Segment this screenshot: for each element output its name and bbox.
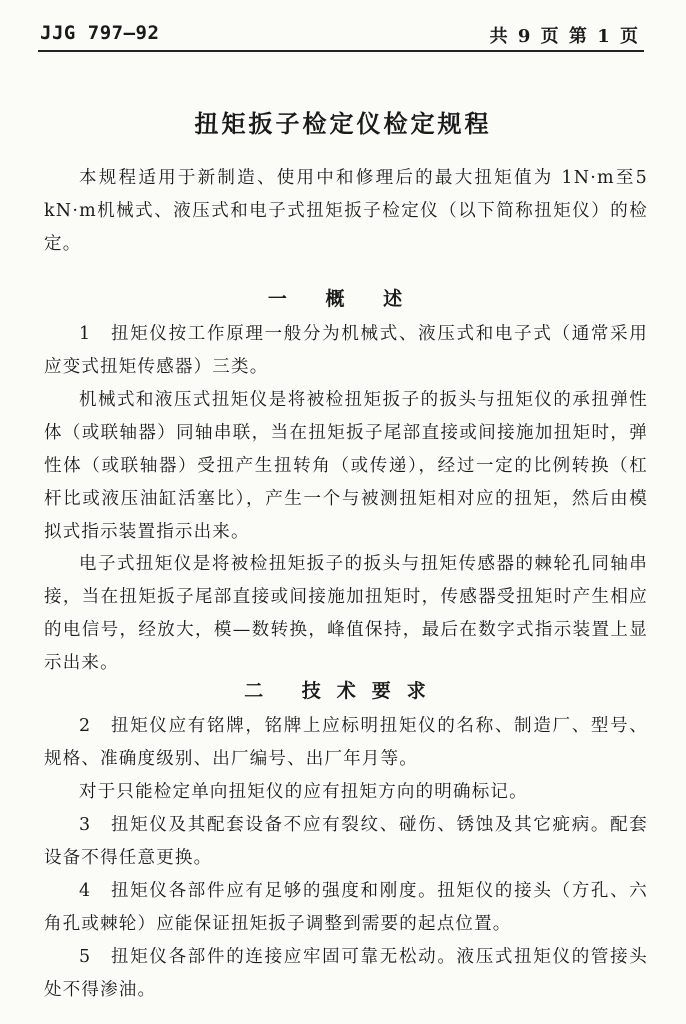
paragraph-2: 2 扭矩仪应有铭牌，铭牌上应标明扭矩仪的名称、制造厂、型号、规格、准确度级别、出厂编号、出厂年月等。 xyxy=(44,716,648,769)
doc-code: JJG 797—92 xyxy=(40,22,160,44)
intro-paragraph: 本规程适用于新制造、使用中和修理后的最大扭矩值为 1N·m至5 kN·m机械式、液压式和电子式扭矩扳子检定仪（以下简称扭矩仪）的检定。 xyxy=(44,168,648,254)
paragraph-direction-mark: 对于只能检定单向扭矩仪的应有扭矩方向的明确标记。 xyxy=(79,782,528,802)
paragraph-5: 5 扭矩仪各部件的连接应牢固可靠无松动。液压式扭矩仪的管接头处不得渗油。 xyxy=(44,947,648,1000)
paragraph-3: 3 扭矩仪及其配套设备不应有裂纹、碰伤、锈蚀及其它疵病。配套设备不得任意更换。 xyxy=(44,815,648,868)
paragraph-electronic: 电子式扭矩仪是将被检扭矩扳子的扳头与扭矩传感器的棘轮孔同轴串接，当在扭矩扳子尾部直接或间接施加扭矩时，传感器受扭矩时产生相应的电信号，经放大，模—数转换，峰值保持，最后在数字式指示装置上显示出来。 xyxy=(44,554,648,673)
paragraph-4: 4 扭矩仪各部件应有足够的强度和刚度。扭矩仪的接头（方孔、六角孔或棘轮）应能保证扭矩扳子调整到需要的起点位置。 xyxy=(44,881,648,934)
page-number-info: 共 9 页 第 1 页 xyxy=(489,26,640,47)
section-heading-technical-requirements: 二 技术要求 xyxy=(244,680,442,702)
document-title: 扭矩扳子检定仪检定规程 xyxy=(194,110,492,138)
page-header xyxy=(38,14,644,52)
section-heading-overview: 一 概 述 xyxy=(267,288,419,310)
paragraph-mechanical: 机械式和液压式扭矩仪是将被检扭矩扳子的扳头与扭矩仪的承扭弹性体（或联轴器）同轴串联，当在扭矩扳子尾部直接或间接施加扭矩时，弹性体（或联轴器）受扭产生扭转角（或传递），经过一定的比例转换（杠杆比或液压油缸活塞比），产生一个与被测扭矩相对应的扭矩，然后由模拟式指示装置指示出来。 xyxy=(44,390,648,542)
paragraph-1: 1 扭矩仪按工作原理一般分为机械式、液压式和电子式（通常采用应变式扭矩传感器）三类。 xyxy=(44,324,648,377)
